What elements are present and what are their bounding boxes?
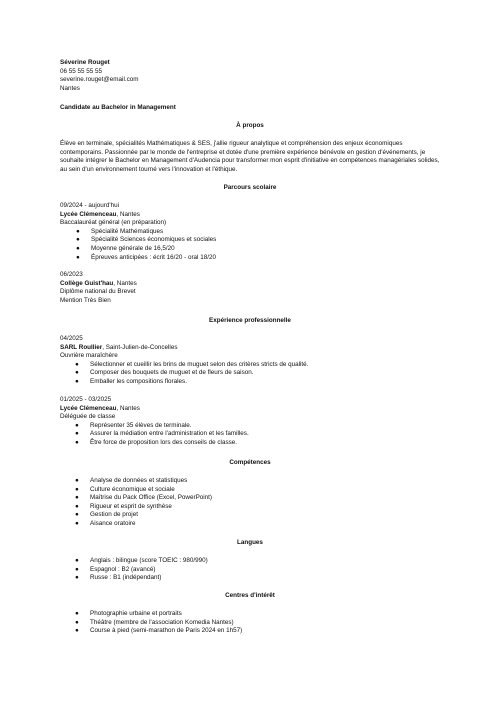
education-location: , Nantes	[116, 210, 140, 218]
education-mention: Mention Très Bien	[60, 296, 111, 304]
education-school-line	[60, 211, 440, 220]
education-title: Parcours scolaire	[223, 184, 277, 191]
list-item: ● Épreuves anticipées : écrit 16/20 - oral 18/20	[76, 253, 216, 261]
education-entry-2	[60, 271, 440, 305]
list-item: ● Sélectionner et cueillir les brins de muguet selon des critères stricts de qualité.	[75, 360, 309, 368]
interests-list	[60, 610, 440, 636]
experience-company-line	[60, 405, 440, 414]
experience-bullets	[60, 361, 440, 387]
list-item: ● Théâtre (membre de l'association Komedia Nantes)	[75, 618, 234, 626]
about-text	[60, 140, 440, 174]
experience-company-line	[60, 344, 440, 353]
list-item: ● Rigueur et esprit de synthèse	[75, 502, 172, 510]
skills-list	[60, 477, 440, 529]
bullet-icon: ●	[75, 438, 79, 446]
experience-entry-1	[60, 335, 440, 387]
phone: 06 55 55 55 55	[60, 67, 103, 75]
education-degree: Diplôme national du Brevet	[60, 288, 136, 296]
interests-title: Centres d'intérêt	[225, 592, 275, 599]
education-dates: 06/2023	[60, 271, 83, 278]
bullet-icon: ●	[76, 244, 80, 252]
city: Nantes	[60, 84, 80, 92]
candidate-name: Séverine Rouget	[60, 59, 110, 66]
experience-entry-2	[60, 396, 440, 448]
languages-title: Langues	[237, 539, 263, 546]
bullet-icon: ●	[76, 253, 80, 261]
skills-block	[60, 477, 440, 529]
experience-role: Ouvrière maraîchère	[60, 352, 118, 360]
experience-title: Expérience professionnelle	[209, 317, 291, 324]
list-item: ● Composer des bouquets de muguet et de fleurs de saison.	[75, 369, 254, 377]
bullet-icon: ●	[75, 565, 79, 573]
bullet-icon: ●	[75, 502, 79, 510]
list-item: ● Maîtrise du Pack Office (Excel, PowerPoint)	[75, 494, 213, 502]
headline: Candidate au Bachelor in Management	[60, 104, 176, 111]
bullet-icon: ●	[75, 369, 79, 377]
education-dates: 09/2024 - aujourd'hui	[60, 202, 119, 209]
about-title: À propos	[236, 122, 264, 129]
experience-dates: 04/2025	[60, 335, 83, 342]
list-item: ● Photographie urbaine et portraits	[75, 610, 182, 617]
list-item: ● Gestion de projet	[75, 511, 138, 519]
bullet-icon: ●	[75, 485, 79, 493]
bullet-icon: ●	[75, 574, 79, 582]
list-item: ● Anglais : bilingue (score TOEIC : 980/990)	[75, 557, 208, 564]
languages-list	[60, 557, 440, 583]
list-item: ● Spécialité Sciences économiques et sociales	[76, 236, 217, 244]
education-degree: Baccalauréat général (en préparation)	[60, 219, 167, 227]
experience-dates: 01/2025 - 03/2025	[60, 396, 112, 403]
experience-role: Déléguée de classe	[60, 413, 116, 421]
education-entry-1	[60, 202, 440, 262]
list-item: ● Représenter 35 élèves de terminale.	[75, 421, 192, 429]
contact-block	[60, 59, 440, 93]
list-item: ● Moyenne générale de 16,5/20	[76, 244, 175, 252]
experience-location: , Saint-Julien-de-Concelles	[102, 343, 178, 351]
email: severine.rouget@email.com	[60, 76, 139, 84]
list-item: ● Culture économique et sociale	[75, 485, 175, 493]
experience-company: SARL Roullier	[60, 343, 103, 351]
bullet-icon: ●	[75, 377, 79, 385]
bullet-icon: ●	[75, 494, 79, 502]
education-school-line	[60, 280, 440, 289]
list-item: ● Analyse de données et statistiques	[75, 477, 188, 484]
languages-block	[60, 557, 440, 583]
experience-company: Lycée Clémenceau	[60, 404, 117, 412]
bullet-icon: ●	[75, 610, 79, 617]
bullet-icon: ●	[75, 627, 79, 635]
bullet-icon: ●	[76, 236, 80, 244]
bullet-icon: ●	[75, 519, 79, 527]
list-item: ● Spécialité Mathématiques	[76, 227, 164, 235]
about-paragraph: Élève en terminale, spécialités Mathématiques & SES, j'allie rigueur analytique et compréhension des enjeux économiques contemporains. Passionnée par le monde de l'entreprise et dotée d'une première expérience bénévole en gestion d'événements, je souhaite intégrer le Bachelor en Management d'Audencia pour transformer mon esprit d'initiative en compétences managériales solides, au sein d'un environnement tourné vers l'innovation et l'éthique.	[60, 140, 440, 173]
education-school: Lycée Clémenceau	[60, 210, 117, 218]
skills-title: Compétences	[229, 459, 271, 466]
bullet-icon: ●	[75, 618, 79, 626]
bullet-icon: ●	[76, 227, 80, 235]
interests-block	[60, 610, 440, 636]
bullet-icon: ●	[75, 430, 79, 438]
education-bullets	[60, 228, 440, 262]
list-item: ● Assurer la médiation entre l'administration et les familles.	[75, 430, 249, 438]
education-school: Collège Guist'hau	[60, 279, 114, 287]
list-item: ● Être force de proposition lors des conseils de classe.	[75, 438, 238, 446]
bullet-icon: ●	[75, 421, 79, 429]
list-item: ● Russe : B1 (indépendant)	[75, 574, 162, 582]
experience-bullets	[60, 422, 440, 448]
list-item: ● Aisance oratoire	[75, 519, 136, 527]
bullet-icon: ●	[75, 477, 79, 484]
bullet-icon: ●	[75, 557, 79, 564]
bullet-icon: ●	[75, 360, 79, 368]
bullet-icon: ●	[75, 511, 79, 519]
experience-location: , Nantes	[116, 404, 140, 412]
list-item: ● Espagnol : B2 (avancé)	[75, 565, 156, 573]
list-item: ● Course à pied (semi-marathon de Paris 2024 en 1h57)	[75, 627, 243, 635]
education-location: , Nantes	[113, 279, 137, 287]
list-item: ● Emballer les compositions florales.	[75, 377, 187, 385]
